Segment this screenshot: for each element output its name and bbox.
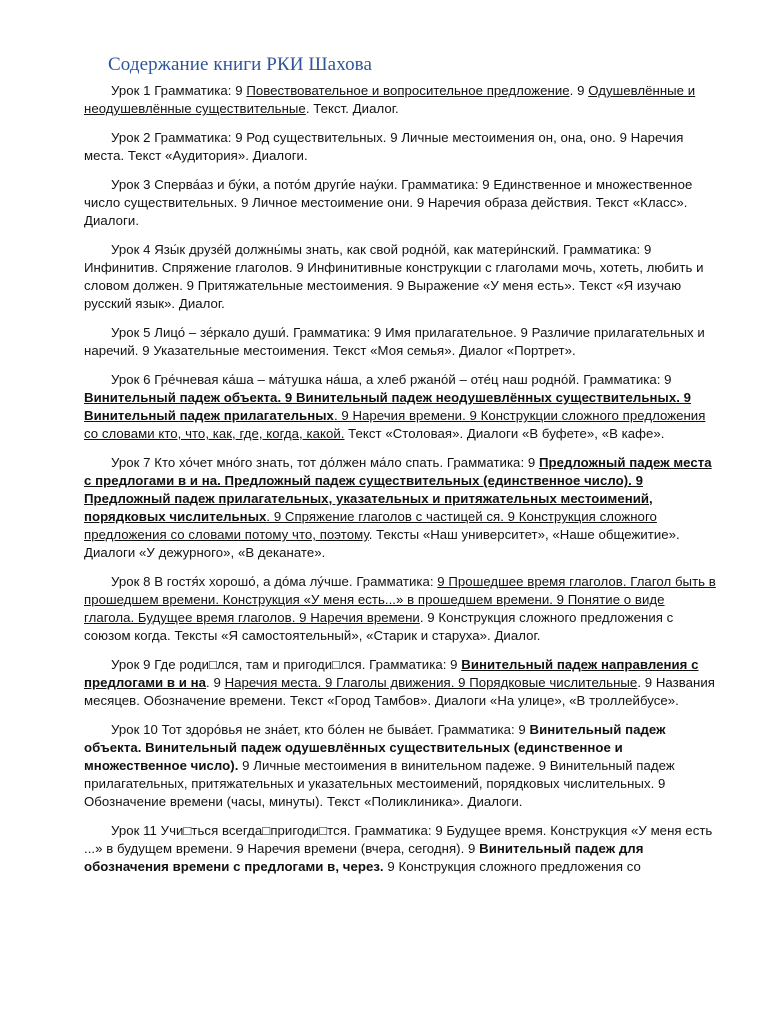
lesson-text-segment: Урок 9 Где роди□лся, там и пригоди□лся. Грамматика: 9 bbox=[111, 657, 462, 672]
lesson-text-segment: Предложный падеж места с предлогами в и на. Предложный падеж существительных (единственное число). 9 Предложный падеж прилагательных, указательных и притяжательных местоимений, порядковых числительных bbox=[84, 455, 712, 524]
lesson-text-segment: . 9 Конструкция сложного предложения с союзом когда. Тексты «Я самостоятельный», «Старик и старуха». Диалог. bbox=[84, 610, 674, 643]
lesson-paragraph-5 bbox=[84, 324, 716, 360]
lesson-paragraph-7 bbox=[84, 454, 716, 562]
lesson-text-segment: Урок 1 Грамматика: 9 bbox=[111, 83, 247, 98]
lesson-text-segment: . 9 bbox=[206, 675, 225, 690]
lesson-text-segment: Спряжение глаголов с частицей ся. 9 Конструкция сложного предложения со словами потому что, поэтому bbox=[84, 509, 657, 542]
lesson-text-segment: Повествовательное и вопросительное предложение bbox=[246, 83, 570, 98]
lesson-text-segment: Урок 8 В гостя́х хорошо́, а до́ма лу́чше. Грамматика: bbox=[111, 574, 438, 589]
lesson-text-segment: Урок 7 Кто хо́чет мно́го знать, тот до́лжен ма́ло спать. Грамматика: 9 bbox=[111, 455, 539, 470]
lesson-text-segment: 9 Личные местоимения в винительном падеже. 9 Винительный падеж прилагательных, притяжательных и указательных местоимений, порядковых числительных. 9 Обозначение времени (часы, минуты). Текст «Поликлиника». Диалоги. bbox=[84, 758, 675, 809]
lesson-text-segment: . 9 bbox=[266, 509, 285, 524]
lesson-paragraph-9 bbox=[84, 656, 716, 710]
lesson-paragraph-4 bbox=[84, 241, 716, 313]
lesson-text-segment: Одушевлённые и неодушевлённые существительные bbox=[84, 83, 696, 116]
lesson-text-segment: Урок 10 Тот здоро́вья не зна́ет, кто бо́лен не быва́ет. Грамматика: 9 bbox=[111, 722, 530, 737]
lesson-text-segment: . Текст. Диалог. bbox=[305, 101, 399, 116]
lesson-text-segment: Урок 2 Грамматика: 9 Род существительных. 9 Личные местоимения он, она, оно. 9 Наречия места. Текст «Аудитория». Диалоги. bbox=[84, 130, 684, 163]
lesson-text-segment: Урок 5 Лицо́ – зе́ркало души́. Грамматика: 9 Имя прилагательное. 9 Различие прилагательных и наречий. 9 Указательные местоимения. Текст «Моя семья». Диалог «Портрет». bbox=[84, 325, 705, 358]
lesson-text-segment: Урок 3 Сперва́аз и бу́ки, а пото́м други́е нау́ки. Грамматика: 9 Единственное и множественное число существительных. 9 Личное местоимение они. 9 Наречия образа действия. Текст «Класс». Диалоги. bbox=[84, 177, 693, 228]
lesson-text-segment: Винительный падеж объекта. 9 Винительный падеж неодушевлённых существительных. 9 Винительный падеж прилагательных bbox=[84, 390, 692, 423]
lesson-text-segment: 9 Прошедшее время глаголов. Глагол быть в прошедшем времени. Конструкция «У меня есть...» в прошедшем времени. 9 Понятие о виде глагола. Будущее время глаголов. 9 Наречия времени bbox=[84, 574, 716, 625]
lesson-text-segment: Винительный падеж объекта. Винительный падеж одушевлённых существительных (единственное и множественное число). bbox=[84, 722, 666, 773]
lesson-list bbox=[84, 82, 716, 876]
lesson-paragraph-8 bbox=[84, 573, 716, 645]
lesson-text-segment: Урок 11 Учи□ться всегда□пригоди□тся. Грамматика: 9 Будущее время. Конструкция «У меня есть ...» в будущем времени. 9 Наречия времени (вчера, сегодня). 9 bbox=[84, 823, 713, 856]
lesson-text-segment: Наречия места. 9 Глаголы движения. 9 Порядковые числительные bbox=[224, 675, 638, 690]
document-title: Содержание книги РКИ Шахова bbox=[108, 54, 373, 75]
lesson-text-segment: Винительный падеж для обозначения времени с предлогами в, через. bbox=[84, 841, 644, 874]
lesson-paragraph-2 bbox=[84, 129, 716, 165]
lesson-text-segment: 9 Конструкция сложного предложения со bbox=[383, 859, 641, 874]
lesson-paragraph-10 bbox=[84, 721, 716, 811]
lesson-paragraph-3 bbox=[84, 176, 716, 230]
lesson-text-segment: Урок 4 Язы́к друзе́й должны́мы знать, как свой родно́й, как матери́нский. Грамматика: 9 Инфинитив. Спряжение глаголов. 9 Инфинитивные конструкции с глаголами мочь, хотеть, любить и словом должен. 9 Притяжательные местоимения. 9 Выражение «У меня есть». Текст «Я изучаю русский язык». Диалог. bbox=[84, 242, 704, 311]
lesson-text-segment: Текст «Столовая». Диалоги «В буфете», «В кафе». bbox=[344, 426, 665, 441]
lesson-text-segment: Урок 6 Гре́чневая ка́ша – ма́тушка на́ша, а хлеб ржано́й – оте́ц наш родно́й. Грамматика: 9 bbox=[111, 372, 672, 387]
lesson-paragraph-11 bbox=[84, 822, 716, 876]
lesson-text-segment: Винительный падеж направления с предлогами в и на bbox=[84, 657, 699, 690]
lesson-text-segment: . 9 bbox=[569, 83, 589, 98]
lesson-text-segment: . Тексты «Наш университет», «Наше общежитие». Диалоги «У дежурного», «В деканате». bbox=[84, 527, 680, 560]
lesson-paragraph-1 bbox=[84, 82, 716, 118]
lesson-text-segment: . 9 Названия месяцев. Обозначение времени. Текст «Город Тамбов». Диалоги «На улице», «В троллейбусе». bbox=[84, 675, 715, 708]
lesson-text-segment: . 9 Наречия времени. 9 bbox=[333, 408, 481, 423]
lesson-paragraph-6 bbox=[84, 371, 716, 443]
lesson-text-segment: Конструкции сложного предложения со словами кто, что, как, где, когда, какой. bbox=[84, 408, 706, 441]
